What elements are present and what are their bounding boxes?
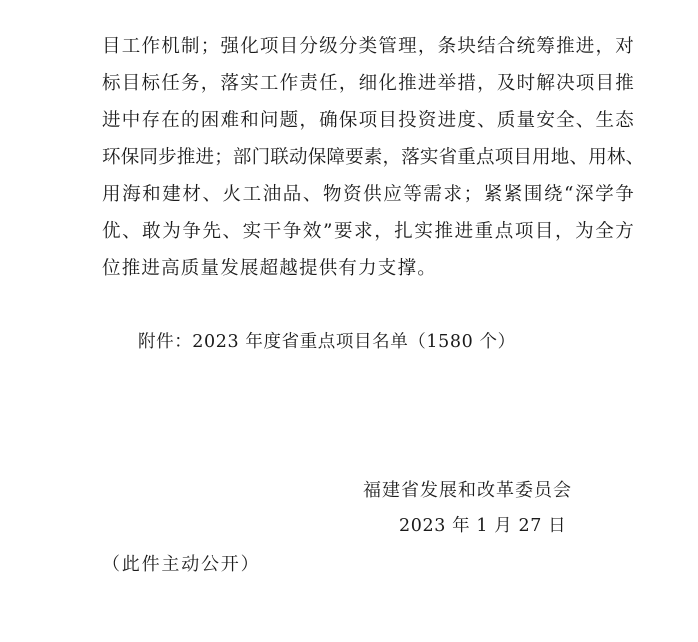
- body-text-line: 标目标任务，落实工作责任，细化推进举措，及时解决项目推: [102, 73, 634, 94]
- issuer-signature: 福建省发展和改革委员会: [363, 480, 572, 501]
- body-text-line: 用海和建材、火工油品、物资供应等需求；紧紧围绕“深学争: [102, 184, 634, 205]
- disclosure-note: （此件主动公开）: [102, 554, 261, 575]
- body-text-line: 优、敢为争先、实干争效”要求，扎实推进重点项目，为全方: [102, 221, 634, 242]
- body-text-line: 进中存在的困难和问题，确保项目投资进度、质量安全、生态: [102, 110, 634, 131]
- body-text-line: 环保同步推进；部门联动保障要素，落实省重点项目用地、用林、: [102, 147, 645, 168]
- issue-date: 2023 年 1 月 27 日: [399, 516, 567, 536]
- attachment-line: 附件：2023 年度省重点项目名单（1580 个）: [138, 332, 516, 352]
- body-text-line: 目工作机制；强化项目分级分类管理，条块结合统筹推进，对: [102, 36, 634, 57]
- body-text-line: 位推进高质量发展超越提供有力支撑。: [102, 258, 437, 279]
